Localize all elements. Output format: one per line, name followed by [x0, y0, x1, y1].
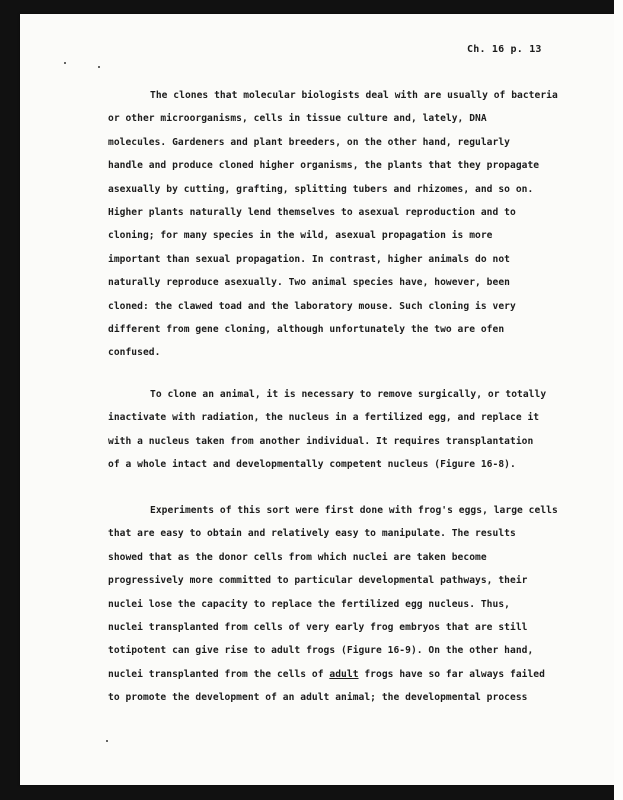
text-line: to promote the development of an adult animal; the developmental process — [108, 692, 528, 704]
text-line: showed that as the donor cells from which nuclei are taken become — [108, 551, 487, 563]
text-line: naturally reproduce asexually. Two animal species have, however, been — [108, 277, 510, 289]
paper-speck — [98, 66, 100, 68]
adjacent-page-edge — [614, 0, 623, 800]
text-line: cloned: the clawed toad and the laboratory mouse. Such cloning is very — [108, 300, 516, 312]
text-line: Experiments of this sort were first done with frog's eggs, large cells — [150, 505, 558, 516]
page-number: Ch. 16 p. 13 — [467, 44, 542, 55]
text-segment: nuclei transplanted from the cells of — [108, 668, 330, 680]
text-line: asexually by cutting, grafting, splitting tubers and rhizomes, and so on. — [108, 183, 534, 195]
text-line: To clone an animal, it is necessary to remove surgically, or totally — [150, 389, 547, 400]
text-line: nuclei lose the capacity to replace the fertilized egg nucleus. Thus, — [108, 598, 510, 610]
text-line: with a nucleus taken from another individual. It requires transplantation — [108, 435, 534, 447]
paragraph-clone-animal — [108, 383, 578, 477]
text-line: important than sexual propagation. In contrast, higher animals do not — [108, 253, 510, 265]
text-segment: frogs have so far always failed — [358, 668, 545, 680]
paper-speck — [106, 740, 108, 742]
text-line: cloning; for many species in the wild, asexual propagation is more — [108, 230, 493, 242]
text-line: that are easy to obtain and relatively easy to manipulate. The results — [108, 528, 516, 540]
text-line: molecules. Gardeners and plant breeders, on the other hand, regularly — [108, 136, 510, 148]
text-line: or other microorganisms, cells in tissue culture and, lately, DNA — [108, 113, 487, 125]
text-line: totipotent can give rise to adult frogs (Figure 16-9). On the other hand, — [108, 645, 534, 657]
paragraph-clones — [108, 84, 578, 365]
text-line: inactivate with radiation, the nucleus in a fertilized egg, and replace it — [108, 412, 540, 424]
paper-speck — [64, 62, 66, 64]
text-line: progressively more committed to particular developmental pathways, their — [108, 575, 528, 587]
underlined-word: adult — [329, 668, 359, 680]
document-page — [20, 14, 614, 785]
text-line: of a whole intact and developmentally competent nucleus (Figure 16-8). — [108, 459, 516, 471]
text-line: nuclei transplanted from cells of very early frog embryos that are still — [108, 621, 528, 633]
text-line-with-underline — [108, 663, 578, 686]
text-line: handle and produce cloned higher organisms, the plants that they propagate — [108, 160, 540, 172]
text-line: Higher plants naturally lend themselves to asexual reproduction and to — [108, 206, 516, 218]
text-line: confused. — [108, 347, 161, 359]
text-line: different from gene cloning, although unfortunately the two are ofen — [108, 323, 505, 335]
text-line: The clones that molecular biologists deal with are usually of bacteria — [150, 90, 558, 101]
paragraph-frog-experiments — [108, 499, 578, 710]
